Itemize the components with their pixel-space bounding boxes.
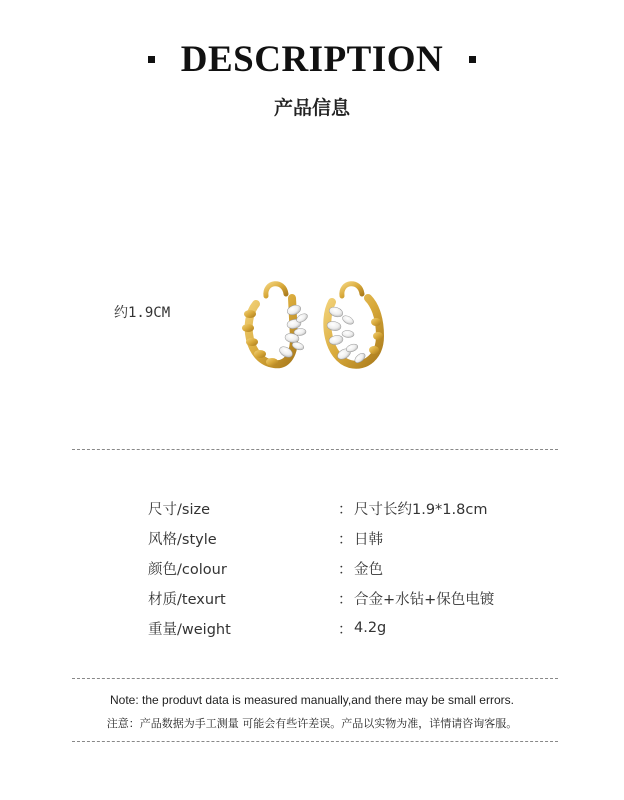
spec-colon: ： [338, 591, 353, 608]
spec-row-material [148, 583, 528, 613]
spec-row-style [148, 523, 528, 553]
header [0, 38, 624, 120]
bottom-divider [72, 741, 558, 742]
right-earring [326, 284, 383, 365]
spec-colon: ： [338, 561, 353, 578]
spec-colon: ： [338, 531, 353, 548]
size-label: 约1.9CM [114, 305, 171, 321]
title-row [0, 38, 624, 81]
spec-key: 材质/texurt [148, 591, 226, 608]
spec-row-colour [148, 553, 528, 583]
spec-colon: ： [338, 501, 353, 518]
note-chinese: 注意：产品数据为手工测量 可能会有些许差误。产品以实物为准，详情请咨询客服。 [106, 717, 518, 730]
spec-key: 颜色/colour [148, 561, 227, 578]
page-title: DESCRIPTION [180, 39, 444, 80]
spec-value: 4.2g [354, 620, 387, 636]
spec-table [148, 493, 528, 643]
earrings-image [236, 276, 396, 376]
spec-value: 日韩 [354, 531, 383, 548]
right-square-bullet [469, 56, 476, 63]
spec-colon: ： [338, 621, 353, 638]
middle-divider [72, 678, 558, 679]
spec-key: 尺寸/size [148, 501, 211, 518]
top-divider [72, 449, 558, 450]
spec-value: 金色 [354, 561, 383, 578]
spec-key: 风格/style [148, 531, 217, 548]
spec-value: 尺寸长约1.9*1.8cm [354, 501, 488, 518]
note-english: Note: the produvt data is measured manually,and there may be small errors. [110, 693, 514, 707]
page-subtitle: 产品信息 [273, 97, 350, 119]
left-earring [242, 284, 309, 366]
spec-row-weight [148, 613, 528, 643]
spec-row-size [148, 493, 528, 523]
spec-key: 重量/weight [148, 621, 231, 638]
left-square-bullet [148, 56, 155, 63]
spec-value: 合金+水钻+保色电镀 [354, 591, 495, 608]
